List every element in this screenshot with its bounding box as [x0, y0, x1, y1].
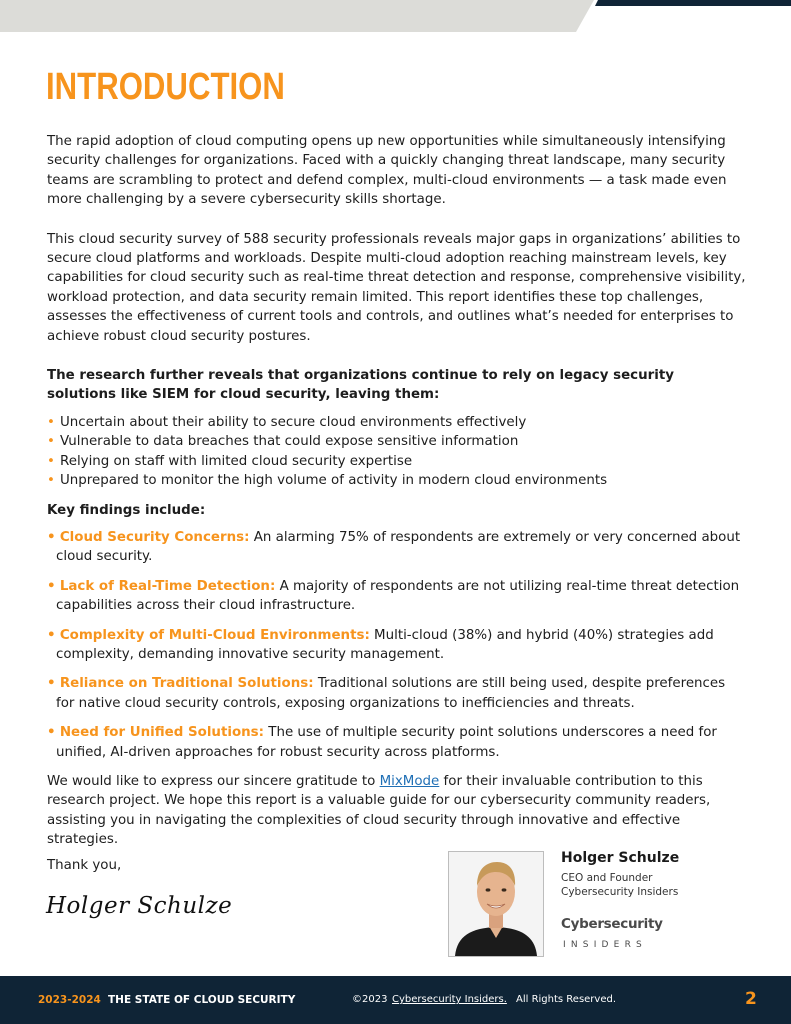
- finding-text: An alarming 75% of respondents are extremely or very concerned about cloud security.: [56, 529, 741, 565]
- cybersecurity-insiders-logo-sub: INSIDERS: [563, 940, 647, 950]
- bullet-icon: •: [47, 676, 56, 692]
- footer-copyright: ©2023: [352, 994, 388, 1005]
- finding-item: [47, 674, 747, 713]
- finding-heading: Reliance on Traditional Solutions:: [59, 676, 314, 692]
- bullet-icon: •: [47, 434, 55, 450]
- page-number: 2: [745, 989, 757, 1009]
- list-item: [47, 413, 747, 432]
- list-item: [47, 452, 747, 471]
- footer-cybersecurity-insiders-link[interactable]: Cybersecurity Insiders.: [392, 994, 507, 1005]
- closing-paragraph: [47, 772, 747, 850]
- author-name: Holger Schulze: [561, 850, 680, 866]
- bullet-icon: •: [47, 473, 55, 489]
- closing-text-after: for their invaluable contribution to this research project. We hope this report is a valuable guide for our cybersecurity community readers, assisting you in navigating the complexities of cloud security through innovative and effective strategies.: [47, 773, 711, 848]
- bullet-text: Unprepared to monitor the high volume of activity in modern cloud environments: [60, 473, 608, 489]
- finding-text: Multi-cloud (38%) and hybrid (40%) strategies add complexity, demanding innovative security management.: [56, 627, 714, 662]
- key-findings-label: Key findings include:: [47, 502, 206, 518]
- finding-text: A majority of respondents are not utilizing real-time threat detection capabilities across their cloud infrastructure.: [56, 578, 740, 614]
- page-footer: [0, 976, 791, 1024]
- cybersecurity-insiders-logo-word: Cybersecurity: [561, 916, 663, 932]
- intro-paragraph-2: This cloud security survey of 588 security professionals reveals major gaps in organizations’ abilities to secure cloud platforms and workloads. Despite multi-cloud adoption reaching mainstream levels, key capabilities for cloud security such as real-time threat detection and response, comprehensive visibility, workload protection, and data security remain limited. This report identifies these top challenges, assesses the effectiveness of current tools and controls, and outlines what’s needed for enterprises to achieve robust cloud security postures.: [47, 231, 746, 344]
- author-portrait-graphic: [449, 852, 543, 956]
- page-title: INTRODUCTION: [46, 66, 285, 108]
- author-photo: [448, 851, 544, 957]
- finding-item: [47, 577, 747, 616]
- finding-text: The use of multiple security point solutions underscores a need for unified, AI-driven approaches for robust security across platforms.: [56, 725, 717, 760]
- list-item: [47, 432, 747, 451]
- bullet-icon: •: [47, 529, 56, 545]
- body-content: [47, 132, 747, 850]
- finding-text: Traditional solutions are still being used, despite preferences for native cloud security controls, exposing organizations to inefficiencies and threats.: [56, 676, 726, 711]
- thanks-text: Thank you,: [47, 858, 122, 873]
- mixmode-link[interactable]: MixMode: [379, 773, 440, 789]
- author-organization: Cybersecurity Insiders: [561, 886, 679, 898]
- bullet-text: Relying on staff with limited cloud security expertise: [60, 453, 413, 469]
- finding-item: [47, 626, 747, 665]
- author-role: CEO and Founder: [561, 872, 653, 884]
- footer-rights: All Rights Reserved.: [516, 994, 617, 1005]
- finding-heading: Lack of Real-Time Detection:: [59, 578, 276, 594]
- finding-heading: Complexity of Multi-Cloud Environments:: [59, 627, 370, 643]
- bullet-text: Vulnerable to data breaches that could expose sensitive information: [60, 434, 519, 450]
- key-findings-list: [47, 528, 747, 762]
- finding-item: [47, 723, 747, 762]
- research-lead: The research further reveals that organizations continue to rely on legacy security solutions like SIEM for cloud security, leaving them:: [47, 368, 674, 403]
- bullet-icon: •: [47, 627, 56, 643]
- closing-text-before: We would like to express our sincere gratitude to: [47, 773, 380, 789]
- finding-heading: Need for Unified Solutions:: [59, 725, 265, 741]
- list-item: [47, 471, 747, 490]
- bullet-text: Uncertain about their ability to secure cloud environments effectively: [60, 414, 527, 430]
- finding-item: [47, 528, 747, 567]
- intro-paragraph-1: The rapid adoption of cloud computing opens up new opportunities while simultaneously intensifying security challenges for organizations. Faced with a quickly changing threat landscape, many security teams are scrambling to protect and defend complex, multi-cloud environments — a task made even more challenging by a severe cybersecurity skills shortage.: [47, 134, 727, 208]
- bullet-icon: •: [47, 453, 55, 469]
- signature: Holger Schulze: [46, 893, 233, 919]
- bullet-icon: •: [47, 725, 56, 741]
- bullet-icon: •: [47, 578, 56, 594]
- bullet-icon: •: [47, 414, 55, 430]
- footer-year: 2023-2024: [38, 994, 101, 1006]
- finding-heading: Cloud Security Concerns:: [59, 529, 250, 545]
- top-decorative-band: [0, 0, 791, 32]
- research-bullet-list: [47, 413, 747, 491]
- header-band-graphic: [0, 0, 791, 32]
- footer-report-title: THE STATE OF CLOUD SECURITY: [108, 994, 296, 1006]
